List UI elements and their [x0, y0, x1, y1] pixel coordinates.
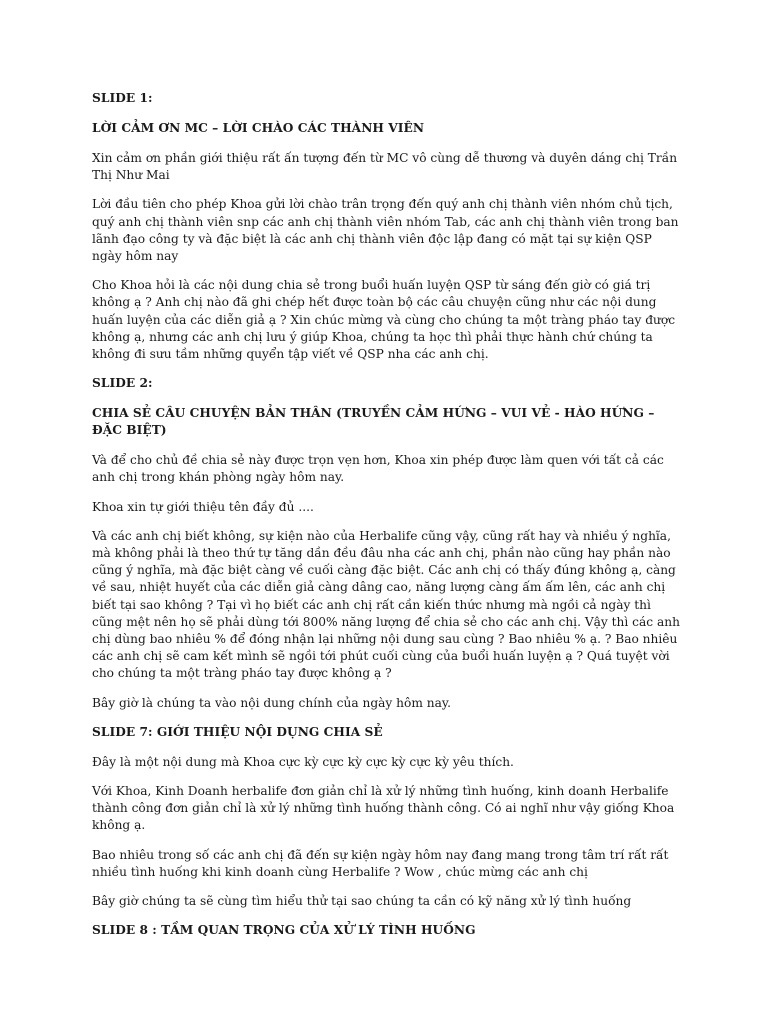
paragraph-business-situations: Với Khoa, Kinh Doanh herbalife đơn giản chỉ là xử lý những tình huống, kinh doanh Herbalife thành công đơn giản chỉ là xử lý những tình huống thành công. Có ai nghĩ như vậy giống Khoa không ạ. — [92, 784, 675, 833]
paragraph-qsp-question: Cho Khoa hỏi là các nội dung chia sẻ trong buổi huấn luyện QSP từ sáng đến giờ có giá trị không ạ ? Anh chị nào đã ghi chép hết được toàn bộ các câu chuyện cũng như các nội dung huấn luyện của các diễn giả ạ ? Xin chúc mừng và cùng cho chúng ta một tràng pháo tay được không ạ, nhưng các anh chị lưu ý giúp Khoa, chúng ta học thì phải thực hành chứ chúng ta không đi sưu tầm những quyển tập viết về QSP nha các anh chị. — [92, 278, 676, 362]
slide-2-label: SLIDE 2: — [92, 376, 153, 391]
paragraph-self-intro: Khoa xin tự giới thiệu tên đầy đủ .... — [92, 499, 314, 514]
paragraph-favorite-content: Đây là một nội dung mà Khoa cực kỳ cực kỳ cực kỳ cực kỳ yêu thích. — [92, 754, 514, 769]
paragraph-mc-thanks: Xin cảm ơn phần giới thiệu rất ấn tượng đến từ MC vô cùng dễ thương và duyên dáng chị Trần Thị Như Mai — [92, 151, 678, 183]
slide-7-title: SLIDE 7: GIỚI THIỆU NỘI DỤNG CHIA SẺ — [92, 724, 383, 739]
paragraph-greetings: Lời đầu tiên cho phép Khoa gửi lời chào trân trọng đến quý anh chị thành viên nhóm chủ tịch, quý anh chị thành viên snp các anh chị thành viên nhóm Tab, các anh chị thành viên trong ban lãnh đạo công ty và đặc biệt là các anh chị thành viên độc lập đang có mặt tại sự kiện QSP ngày hôm nay — [92, 197, 679, 264]
slide-8-title: SLIDE 8 : TẦM QUAN TRỌNG CỦA XỬ LÝ TÌNH HUỐNG — [92, 923, 476, 938]
paragraph-main-content: Bây giờ là chúng ta vào nội dung chính của ngày hôm nay. — [92, 695, 452, 710]
paragraph-audience-situations: Bao nhiêu trong số các anh chị đã đến sự kiện ngày hôm nay đang mang trong tâm trí rất rất nhiều tình huống khi kinh doanh cùng Herbalife ? Wow , chúc mừng các anh chị — [92, 847, 669, 879]
slide-1-title: LỜI CẢM ƠN MC – LỜI CHÀO CÁC THÀNH VIÊN — [92, 121, 425, 135]
slide-2-title: CHIA SẺ CÂU CHUYỆN BẢN THÂN (TRUYỀN CẢM HỨNG – VUI VẺ - HÀO HỨNG – ĐẶC BIỆT) — [92, 406, 655, 438]
paragraph-herbalife-events: Và các anh chị biết không, sự kiện nào của Herbalife cũng vậy, cũng rất hay và nhiều ý nghĩa, mà không phải là theo thứ tự tăng dần đều đâu nha các anh chị, phần nào cũng hay phần nào cũng ý nghĩa, mà đặc biệt càng về cuối càng đặc biệt. Các anh chị có thấy đúng không ạ, càng về sau, nhiệt huyết của các diễn giả càng dâng cao, năng lượng càng ấm ấm lên, các anh chị biết tại sao không ? Tại vì họ biết các anh chị rất cần kiến thức nhưng mà ngồi cả ngày thì cũng mệt nên họ sẽ phải dùng tới 800% năng lượng để chia sẻ cho các anh chị. Vậy thì các anh chị dùng bao nhiêu % để đóng nhận lại những nội dung sau cùng ? Bao nhiêu % ạ. ? Bao nhiêu các anh chị sẽ cam kết mình sẽ ngồi tới phút cuối cùng của buổi huấn luyện ạ ? Quá tuyệt vời cho chúng ta một tràng pháo tay được không ạ ? — [92, 528, 680, 681]
slide-1-label: SLIDE 1: — [92, 91, 153, 105]
paragraph-why-skills: Bây giờ chúng ta sẽ cùng tìm hiểu thử tại sao chúng ta cần có kỹ năng xử lý tình huống — [92, 894, 632, 909]
paragraph-introduction: Và để cho chủ đề chia sẻ này được trọn vẹn hơn, Khoa xin phép được làm quen với tất cả các anh chị trong khán phòng ngày hôm nay. — [92, 453, 664, 485]
